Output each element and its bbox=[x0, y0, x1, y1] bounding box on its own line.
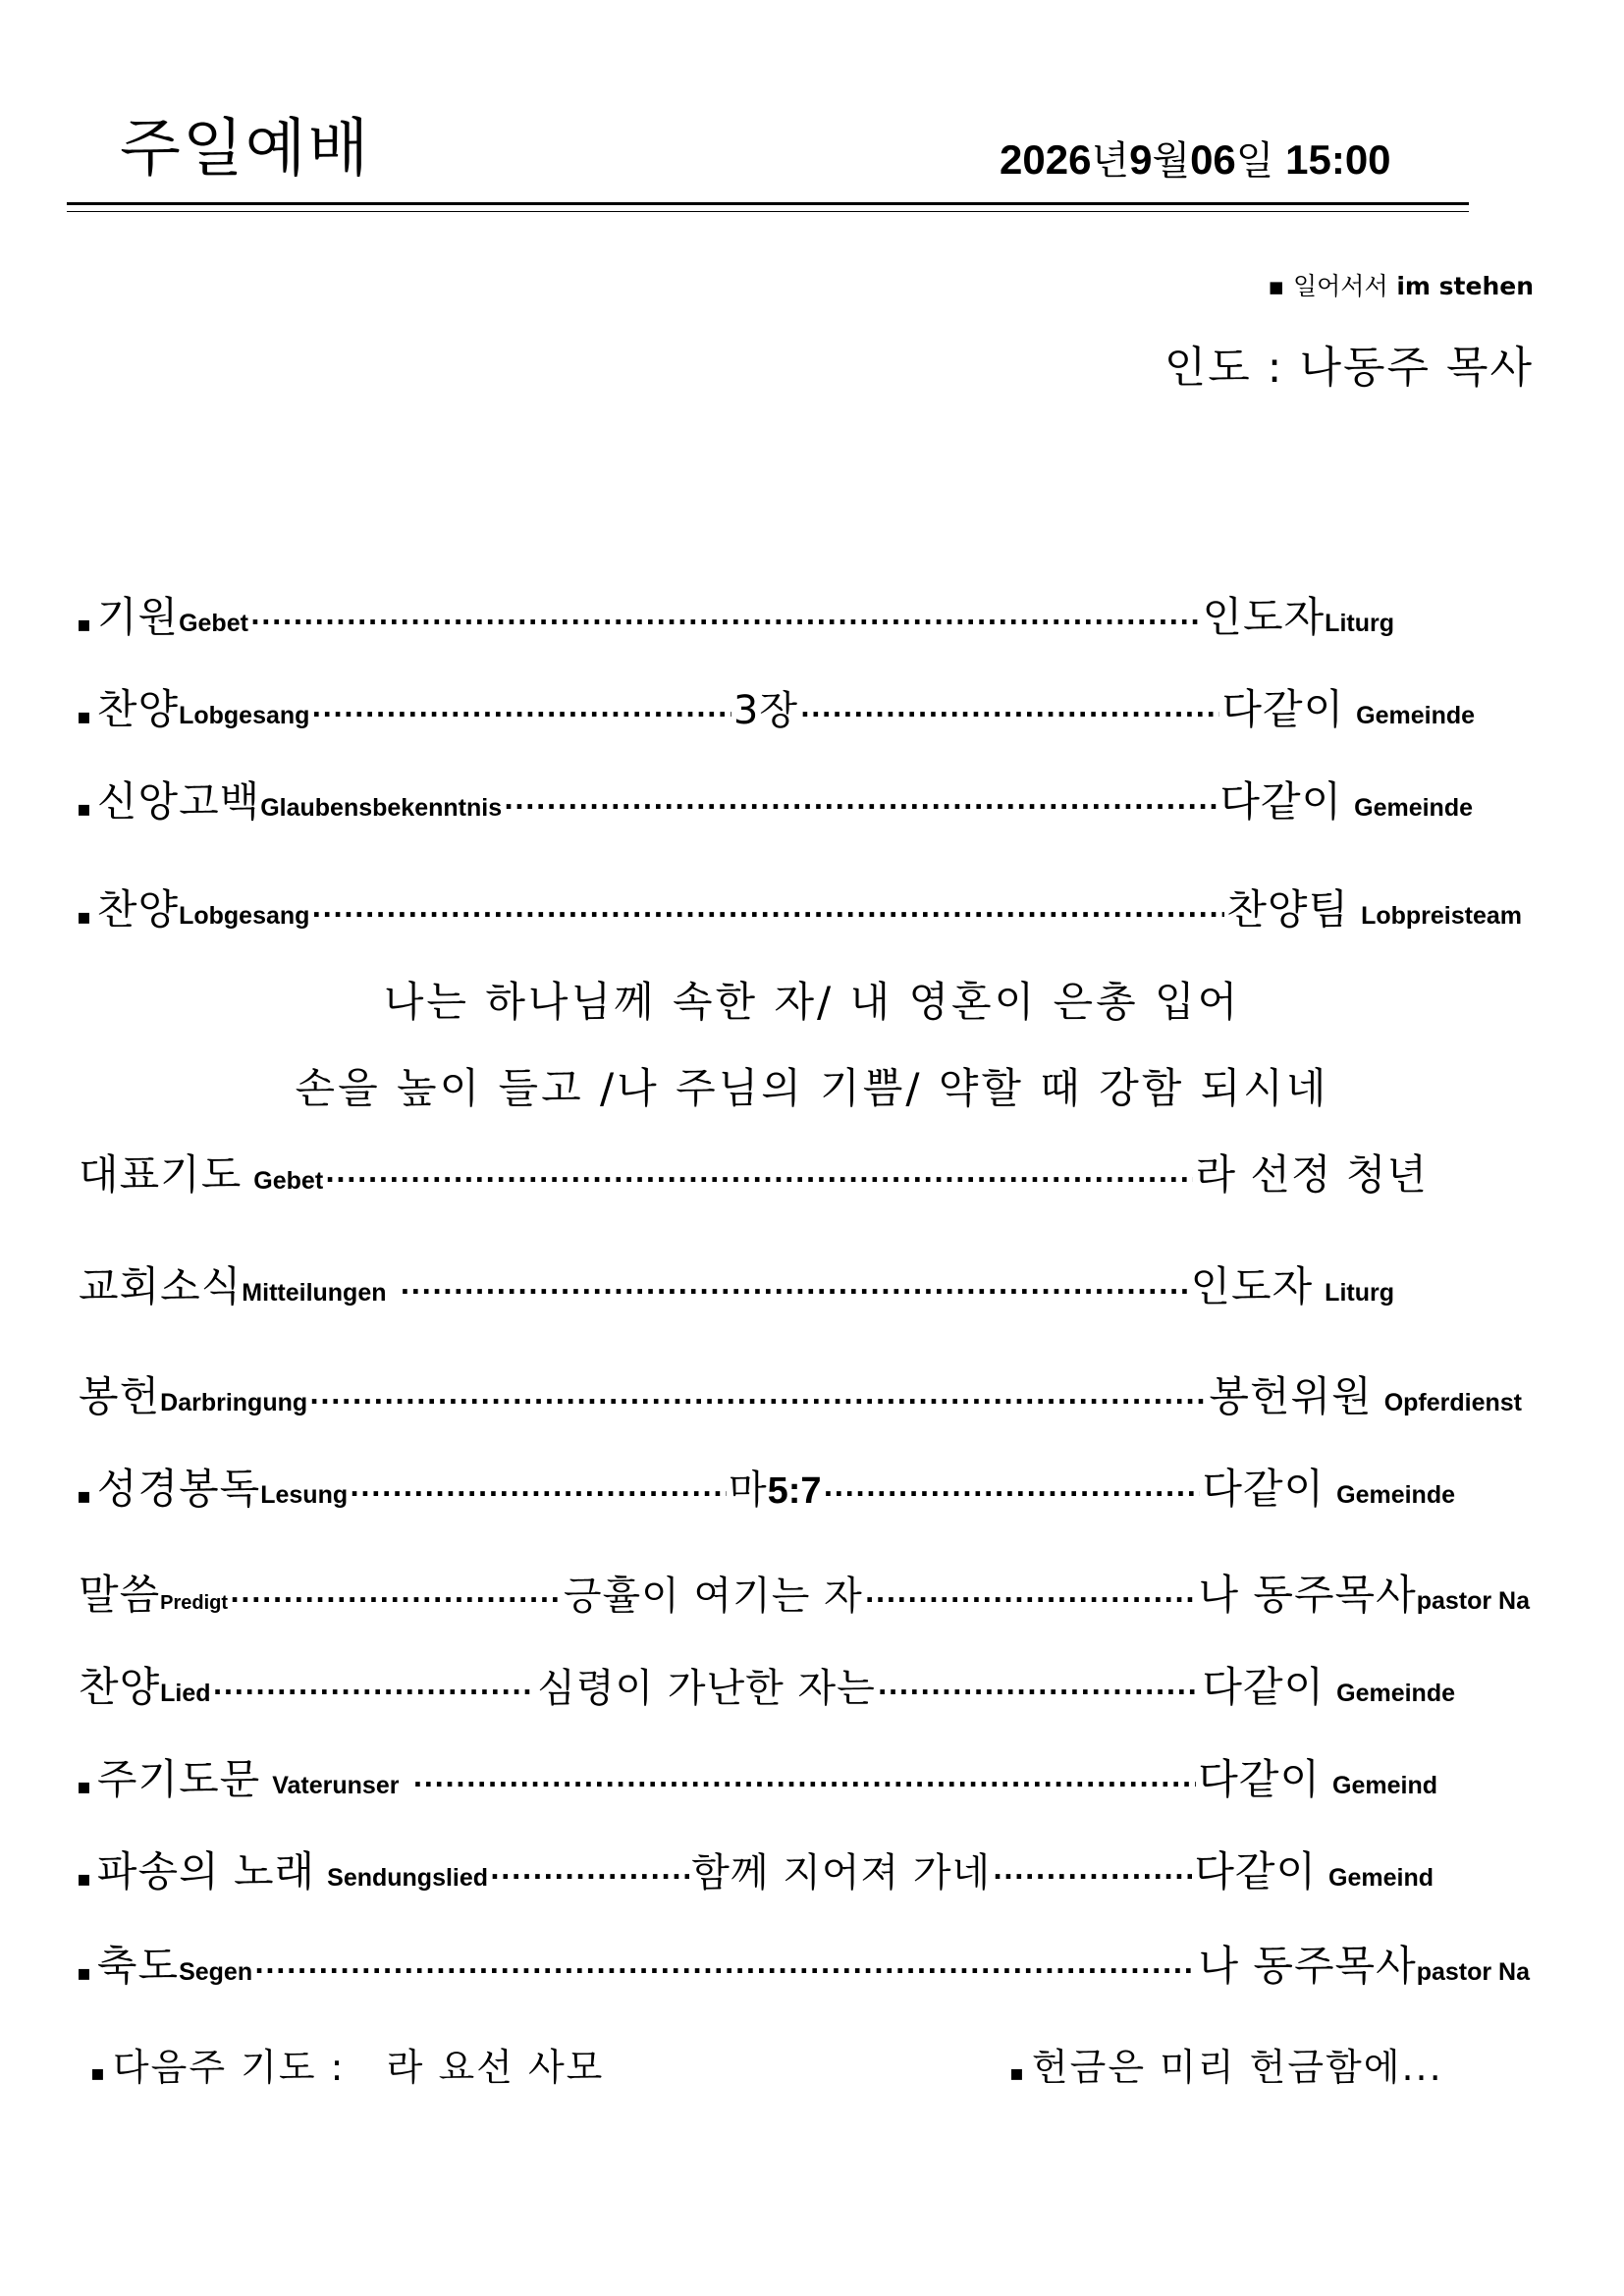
row-right-de: Gemeind bbox=[1328, 1864, 1435, 1892]
dot-leader bbox=[230, 1583, 562, 1609]
date-month-unit: 월 bbox=[1152, 138, 1191, 184]
row-right-de: Gemeinde bbox=[1356, 702, 1476, 729]
dot-leader bbox=[311, 698, 731, 723]
order-row-scripture bbox=[77, 1457, 1455, 1516]
row-title-ko: 축도 bbox=[96, 1942, 180, 1990]
row-title-ko: 찬양 bbox=[96, 685, 180, 733]
next-week-prayer-text: 다음주 기도 : 라 요선 사모 bbox=[112, 2046, 605, 2089]
dot-leader bbox=[490, 1860, 689, 1886]
row-title-ko: 파송의 노래 bbox=[96, 1847, 316, 1896]
row-title-ko: 성경봉독 bbox=[96, 1465, 261, 1513]
order-row-hymn-1 bbox=[77, 677, 1475, 736]
dot-leader bbox=[325, 1163, 1193, 1189]
dot-leader bbox=[412, 1768, 1196, 1793]
page-title: 주일예배 bbox=[120, 113, 371, 186]
service-datetime bbox=[1000, 130, 1391, 186]
date-day-unit: 일 bbox=[1235, 138, 1274, 184]
order-row-offering bbox=[79, 1364, 1522, 1423]
row-title-ko: 대표기도 bbox=[79, 1150, 243, 1199]
dot-leader bbox=[878, 1676, 1201, 1701]
row-right-de: Liturg bbox=[1325, 1279, 1394, 1307]
row-title-de: Predigt bbox=[160, 1592, 229, 1614]
standing-ko: 일어서서 bbox=[1293, 272, 1388, 300]
row-middle: 심령이 가난한 자는 bbox=[537, 1666, 876, 1711]
row-middle: 긍휼이 여기는 자 bbox=[563, 1574, 863, 1619]
row-middle: 3장 bbox=[732, 688, 798, 733]
row-right-ko: 인도자 bbox=[1190, 1262, 1314, 1310]
dot-leader bbox=[401, 1275, 1189, 1301]
row-right-de: Gemeinde bbox=[1354, 794, 1473, 822]
footer-bullet: ▪ bbox=[1009, 2061, 1026, 2086]
row-right-ko: 찬양팀 bbox=[1226, 885, 1350, 934]
next-week-prayer-note bbox=[90, 2037, 604, 2091]
dot-leader bbox=[824, 1477, 1201, 1503]
date-month: 9 bbox=[1129, 136, 1153, 183]
row-right-de: pastor Na bbox=[1416, 1587, 1531, 1615]
row-right-ko: 다같이 bbox=[1219, 777, 1343, 826]
row-right-ko: 봉헌위원 bbox=[1209, 1372, 1373, 1420]
row-right-ko: 다같이 bbox=[1202, 1663, 1326, 1711]
row-title-de: Mitteilungen bbox=[242, 1279, 387, 1307]
row-title-de: Darbringung bbox=[160, 1389, 308, 1416]
row-title-de: Gebet bbox=[179, 610, 248, 637]
row-title-ko: 신앙고백 bbox=[96, 777, 261, 826]
row-title-de: Gebet bbox=[253, 1167, 324, 1195]
dot-leader bbox=[800, 698, 1219, 723]
order-row-sending-song bbox=[77, 1840, 1434, 1898]
row-title-de: Lied bbox=[160, 1680, 211, 1707]
row-title-de: Vaterunser bbox=[272, 1772, 400, 1799]
row-bullet: ▪ bbox=[77, 1867, 91, 1892]
row-right-ko: 다같이 bbox=[1202, 1465, 1326, 1513]
order-row-creed bbox=[77, 770, 1473, 828]
dot-leader bbox=[254, 1954, 1196, 1980]
dot-leader bbox=[213, 1676, 536, 1701]
row-right-de: pastor Na bbox=[1416, 1958, 1530, 1986]
scripture-verse: 5:7 bbox=[767, 1470, 822, 1512]
date-year-unit: 년 bbox=[1091, 138, 1130, 184]
order-row-invocation bbox=[77, 585, 1394, 644]
row-bullet: ▪ bbox=[77, 797, 91, 822]
row-bullet: ▪ bbox=[77, 1961, 91, 1986]
row-title-ko: 찬양 bbox=[79, 1663, 161, 1711]
dot-leader bbox=[250, 606, 1201, 631]
order-row-prayer bbox=[79, 1143, 1428, 1201]
header-rule-thick bbox=[67, 202, 1469, 205]
dot-leader bbox=[350, 1477, 727, 1503]
date-year: 2026 bbox=[1000, 136, 1092, 183]
lyric-line-1: 나는 하나님께 속한 자/ 내 영혼이 은총 입어 bbox=[383, 978, 1241, 1026]
offering-note bbox=[1009, 2037, 1443, 2091]
row-right-ko: 라 선정 청년 bbox=[1195, 1150, 1428, 1199]
dot-leader bbox=[504, 790, 1218, 816]
dot-leader bbox=[309, 1385, 1207, 1411]
order-row-lords-prayer bbox=[77, 1747, 1437, 1806]
row-title-de: Glaubensbekenntnis bbox=[260, 794, 503, 822]
date-day: 06 bbox=[1190, 136, 1236, 183]
row-title-ko: 주기도문 bbox=[96, 1755, 261, 1803]
row-title-ko: 기원 bbox=[96, 593, 180, 641]
row-right-de: Gemeind bbox=[1332, 1772, 1437, 1799]
order-row-benediction bbox=[77, 1934, 1530, 1993]
row-bullet: ▪ bbox=[77, 705, 91, 729]
order-row-hymn-2 bbox=[79, 1655, 1455, 1714]
row-middle: 함께 지어져 가네 bbox=[691, 1850, 992, 1896]
row-right-de: Liturg bbox=[1325, 610, 1394, 637]
leader-line: 인도 : 나동주 목사 bbox=[1164, 343, 1534, 393]
scripture-book: 마 bbox=[728, 1468, 768, 1513]
row-right-ko: 다같이 bbox=[1198, 1755, 1322, 1803]
offering-note-text: 헌금은 미리 헌금함에... bbox=[1031, 2046, 1443, 2089]
row-right-ko: 다같이 bbox=[1221, 685, 1345, 733]
row-bullet: ▪ bbox=[77, 1775, 91, 1799]
row-right-de: Opferdienst bbox=[1383, 1389, 1522, 1416]
standing-note bbox=[1268, 267, 1534, 302]
standing-bullet: ▪ bbox=[1268, 272, 1285, 300]
dot-leader bbox=[865, 1583, 1197, 1609]
dot-leader bbox=[993, 1860, 1192, 1886]
row-right-ko: 나 동주목사 bbox=[1198, 1571, 1417, 1619]
service-time: 15:00 bbox=[1285, 136, 1391, 183]
order-row-praise bbox=[77, 878, 1522, 936]
row-right-ko: 인도자 bbox=[1202, 593, 1326, 641]
footer-bullet: ▪ bbox=[90, 2061, 107, 2086]
row-title-de: Lobgesang bbox=[179, 702, 310, 729]
row-title-de: Lobgesang bbox=[179, 902, 310, 930]
row-right-ko: 나 동주목사 bbox=[1198, 1942, 1417, 1990]
row-title-ko: 말씀 bbox=[79, 1571, 161, 1619]
row-title-de: Sendungslied bbox=[327, 1864, 489, 1892]
row-title-de: Lesung bbox=[260, 1481, 349, 1509]
row-bullet: ▪ bbox=[77, 1484, 91, 1509]
order-row-announcements bbox=[79, 1255, 1394, 1313]
header-rule-thin bbox=[67, 211, 1469, 212]
lyric-line-2: 손을 높이 들고 /나 주님의 기쁨/ 약할 때 강함 되시네 bbox=[295, 1064, 1329, 1112]
dot-leader bbox=[311, 898, 1224, 924]
row-bullet: ▪ bbox=[77, 613, 91, 637]
row-title-ko: 봉헌 bbox=[79, 1372, 161, 1420]
row-title-ko: 교회소식 bbox=[79, 1262, 243, 1310]
row-right-de: Lobpreisteam bbox=[1361, 902, 1522, 930]
row-right-de: Gemeinde bbox=[1336, 1481, 1455, 1509]
order-row-sermon bbox=[79, 1563, 1530, 1622]
row-bullet: ▪ bbox=[77, 905, 91, 930]
row-title-ko: 찬양 bbox=[96, 885, 180, 934]
row-right-de: Gemeinde bbox=[1336, 1680, 1455, 1707]
row-title-de: Segen bbox=[179, 1958, 253, 1986]
standing-de: im stehen bbox=[1396, 272, 1534, 300]
row-right-ko: 다같이 bbox=[1194, 1847, 1318, 1896]
